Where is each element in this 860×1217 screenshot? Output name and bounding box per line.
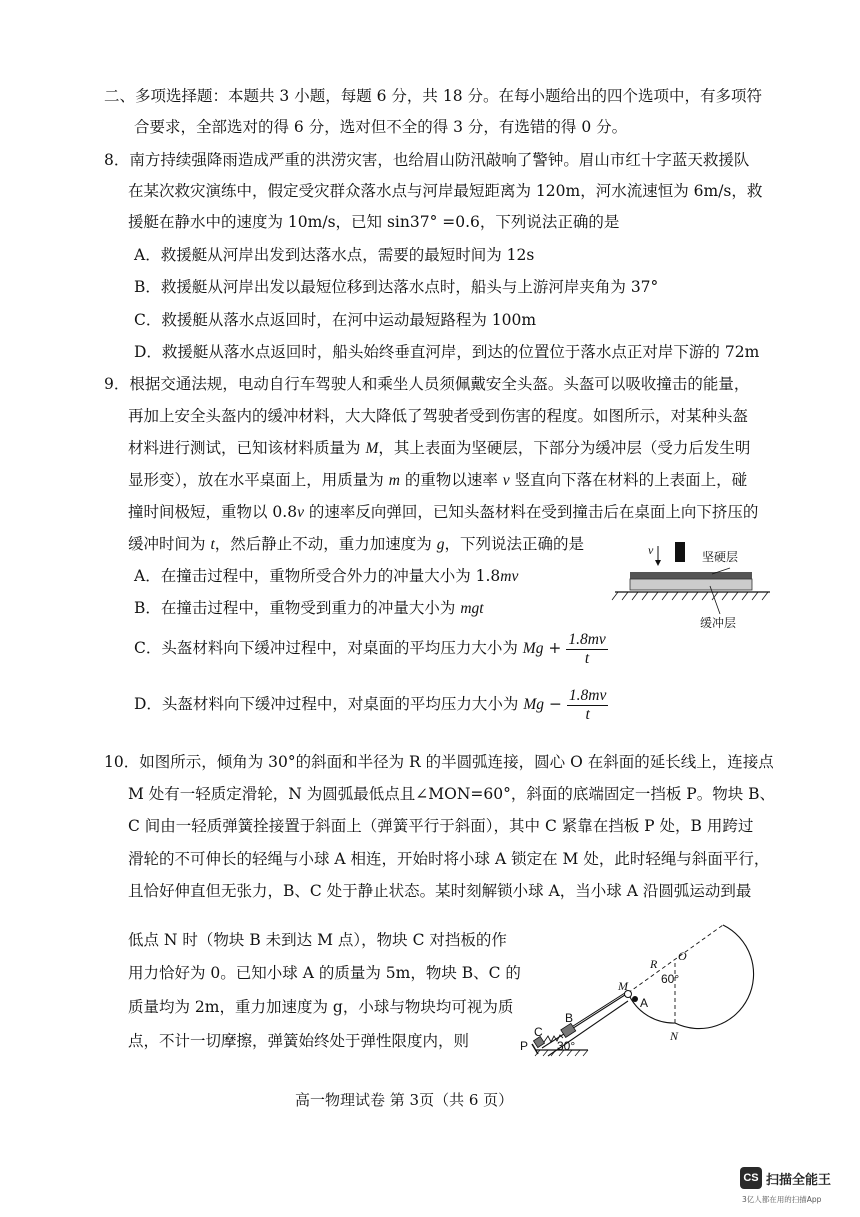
- buffer-layer: [630, 579, 752, 590]
- velocity-label: v: [648, 543, 654, 557]
- cs-logo-icon: CS: [740, 1167, 762, 1189]
- q10-stem: 滑轮的不可伸长的轻绳与小球 A 相连，开始时将小球 A 锁定在 M 处，此时轻绳与斜面平行，: [128, 850, 770, 868]
- hard-layer: [630, 572, 752, 579]
- svg-text:C: C: [534, 1025, 543, 1039]
- hard-layer-label: 坚硬层: [702, 550, 739, 564]
- q9-stem: 再加上安全头盔内的缓冲材料，大大降低了驾驶者受到伤害的程度。如图所示，对某种头盔: [128, 407, 749, 425]
- svg-text:60°: 60°: [661, 972, 680, 986]
- q10-stem: 10．如图所示，倾角为 30°的斜面和半径为 R 的半圆弧连接，圆心 O 在斜面的延长线上，连接点: [104, 753, 774, 771]
- helmet-material-figure: [600, 534, 780, 644]
- svg-text:B: B: [565, 1011, 574, 1025]
- q9-option-d: D．头盔材料向下缓冲过程中，对桌面的平均压力大小为 Mg − $\frac{1.8mv}{t}$: [134, 686, 607, 723]
- scanner-watermark: [740, 1167, 850, 1207]
- svg-text:A: A: [640, 996, 649, 1010]
- q10-stem: 低点 N 时（物块 B 未到达 M 点），物块 C 对挡板的作: [128, 931, 507, 949]
- q8-stem: 8．南方持续强降雨造成严重的洪涝灾害，也给眉山防汛敲响了警钟。眉山市红十字蓝天救援队: [104, 151, 750, 169]
- q8-option-d: D．救援艇从落水点返回时，船头始终垂直河岸，到达的位置位于落水点正对岸下游的 72m: [134, 343, 760, 361]
- q8-option-a: A．救援艇从河岸出发到达落水点，需要的最短时间为 12s: [134, 246, 535, 264]
- weight-block: [675, 542, 685, 562]
- q9-stem: 缓冲时间为 t，然后静止不动，重力加速度为 g，下列说法正确的是: [128, 535, 584, 553]
- svg-text:R: R: [650, 957, 658, 971]
- table-hatch: [612, 592, 768, 600]
- svg-text:O: O: [678, 949, 687, 963]
- svg-text:30°: 30°: [557, 1039, 576, 1053]
- q10-stem: 且恰好伸直但无张力，B、C 处于静止状态。某时刻解锁小球 A，当小球 A 沿圆弧运动到最: [128, 882, 752, 900]
- fraction: $\frac{1.8mv}{t}$: [568, 686, 607, 723]
- svg-text:M: M: [618, 979, 628, 993]
- watermark-brand: 扫描全能王: [766, 1173, 832, 1188]
- q9-option-c: C．头盔材料向下缓冲过程中，对桌面的平均压力大小为 Mg + $\frac{1.8mv}{t}$: [134, 630, 606, 667]
- watermark-tagline: 3亿人都在用的扫描App: [742, 1195, 822, 1204]
- q9-stem: 显形变），放在水平桌面上，用质量为 m 的重物以速率 v 竖直向下落在材料的上表面上，碰: [128, 471, 748, 489]
- page-footer: 高一物理试卷 第 3页（共 6 页）: [295, 1091, 514, 1109]
- ball-a: [632, 996, 638, 1002]
- q10-stem: C 间由一轻质弹簧拴接置于斜面上（弹簧平行于斜面），其中 C 紧靠在挡板 P 处，B 用跨过: [128, 817, 754, 835]
- q9-stem: 9．根据交通法规，电动自行车驾驶人和乘坐人员须佩戴安全头盔。头盔可以吸收撞击的能量，: [104, 375, 750, 393]
- q8-stem: 援艇在静水中的速度为 10m/s，已知 sin37° =0.6，下列说法正确的是: [128, 213, 620, 231]
- q8-option-b: B．救援艇从河岸出发以最短位移到达落水点时，船头与上游河岸夹角为 37°: [134, 278, 659, 296]
- q10-stem: 用力恰好为 0。已知小球 A 的质量为 5m，物块 B、C 的: [128, 964, 521, 982]
- q10-stem: M 处有一轻质定滑轮，N 为圆弧最低点且∠MON=60°，斜面的底端固定一挡板 P。物块 B、: [128, 785, 776, 803]
- q9-stem: 材料进行测试，已知该材料质量为 M，其上表面为坚硬层，下部分为缓冲层（受力后发生明: [128, 439, 751, 457]
- section-title: 二、多项选择题：本题共 3 小题，每题 6 分，共 18 分。在每小题给出的四个选项中，有多项符: [104, 87, 763, 105]
- section-title-cont: 合要求，全部选对的得 6 分，选对但不全的得 3 分，有选错的得 0 分。: [134, 118, 628, 136]
- fraction: $\frac{1.8mv}{t}$: [568, 630, 606, 667]
- buffer-layer-label: 缓冲层: [700, 616, 737, 630]
- q9-option-a: A．在撞击过程中，重物所受合外力的冲量大小为 1.8mv: [134, 567, 519, 585]
- q8-option-c: C．救援艇从落水点返回时，在河中运动最短路程为 100m: [134, 311, 537, 329]
- incline-semicircle-figure: [510, 918, 755, 1063]
- q9-option-b: B．在撞击过程中，重物受到重力的冲量大小为 mgt: [134, 599, 484, 617]
- svg-text:P: P: [520, 1039, 529, 1053]
- q10-stem: 质量均为 2m，重力加速度为 g，小球与物块均可视为质: [128, 998, 514, 1016]
- q9-stem: 撞时间极短，重物以 0.8v 的速率反向弹回，已知头盔材料在受到撞击后在桌面上向下挤压的: [128, 503, 759, 521]
- svg-text:N: N: [670, 1029, 679, 1043]
- q10-stem: 点，不计一切摩擦，弹簧始终处于弹性限度内，则: [128, 1032, 470, 1050]
- q8-stem: 在某次救灾演练中，假定受灾群众落水点与河岸最短距离为 120m，河水流速恒为 6m/s，救: [128, 182, 763, 200]
